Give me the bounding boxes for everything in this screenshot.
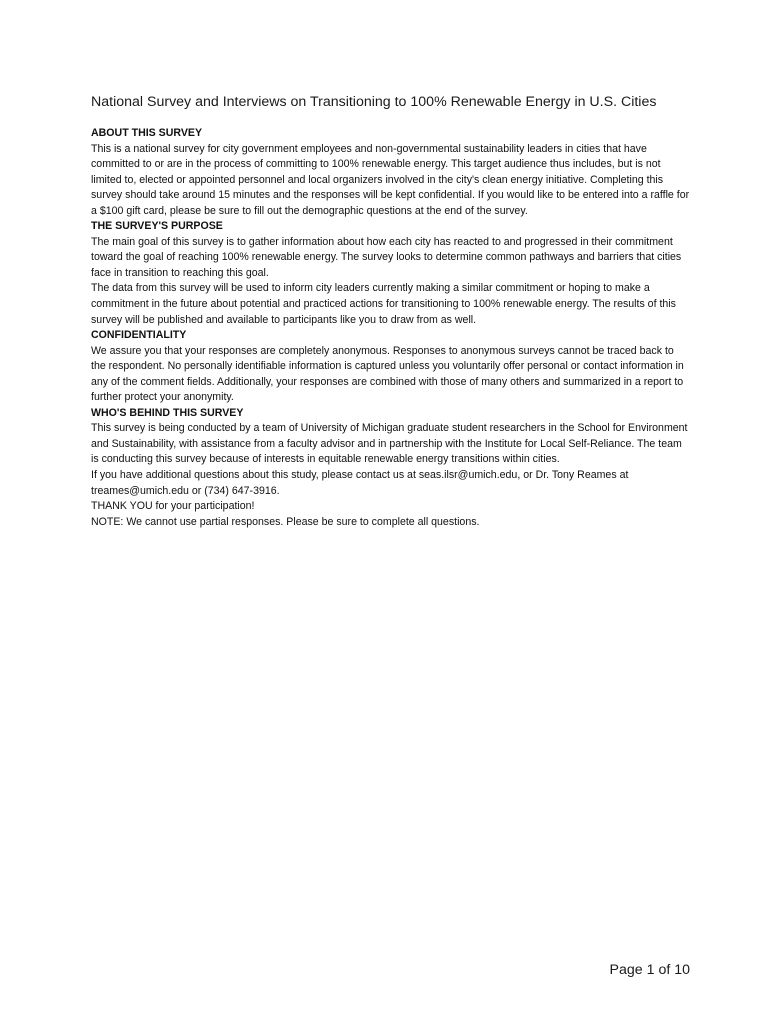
purpose-paragraph-2: The data from this survey will be used to inform city leaders currently making a similar commitment or hoping to make a commitment in the future about potential and practiced actions for transitioning to 100% renewable energy. The results of this survey will be published and available to participants like you to draw from as well.	[91, 282, 676, 326]
note-line: NOTE: We cannot use partial responses. Please be sure to complete all questions.	[91, 515, 480, 528]
document-title: National Survey and Interviews on Transitioning to 100% Renewable Energy in U.S. Cities	[91, 94, 657, 110]
contact-paragraph: If you have additional questions about this study, please contact us at seas.ilsr@umich.edu, or Dr. Tony Reames at treames@umich.edu or (734) 647-3916.	[91, 469, 629, 497]
section-heading-confidentiality: CONFIDENTIALITY	[91, 329, 187, 342]
about-paragraph: This is a national survey for city government employees and non-governmental sustainability leaders in cities that have committed to or are in the process of committing to 100% renewable energy. This target audience thus includes, but is not limited to, elected or appointed personnel and local organizers involved in the city's clean energy initiative. Completing this survey should take around 15 minutes and the responses will be kept confidential. If you would like to be entered into a raffle for a $100 gift card, please be sure to fill out the demographic questions at the end of the survey.	[91, 142, 690, 217]
thank-you-line: THANK YOU for your participation!	[91, 500, 255, 513]
page-number: Page 1 of 10	[609, 962, 690, 978]
section-heading-purpose: THE SURVEY'S PURPOSE	[91, 220, 223, 233]
confidentiality-paragraph: We assure you that your responses are completely anonymous. Responses to anonymous surveys cannot be traced back to the respondent. No personally identifiable information is captured unless you voluntarily offer personal or contact information in any of the comment fields. Additionally, your responses are combined with those of many others and summarized in a report to further protect your anonymity.	[91, 344, 684, 404]
section-heading-about: ABOUT THIS SURVEY	[91, 127, 203, 139]
whos-behind-paragraph: This survey is being conducted by a team of University of Michigan graduate student researchers in the School for Environment and Sustainability, with assistance from a faculty advisor and in partnership with the Institute for Local Self-Reliance. The team is conducting this survey because of interests in equitable renewable energy transitions within cities.	[91, 422, 688, 466]
purpose-paragraph-1: The main goal of this survey is to gather information about how each city has reacted to and progressed in their commitment toward the goal of reaching 100% renewable energy. The survey looks to determine common pathways and barriers that cities face in transition to reaching this goal.	[91, 235, 682, 279]
section-heading-whos-behind: WHO'S BEHIND THIS SURVEY	[91, 406, 244, 419]
document-body	[91, 126, 691, 530]
